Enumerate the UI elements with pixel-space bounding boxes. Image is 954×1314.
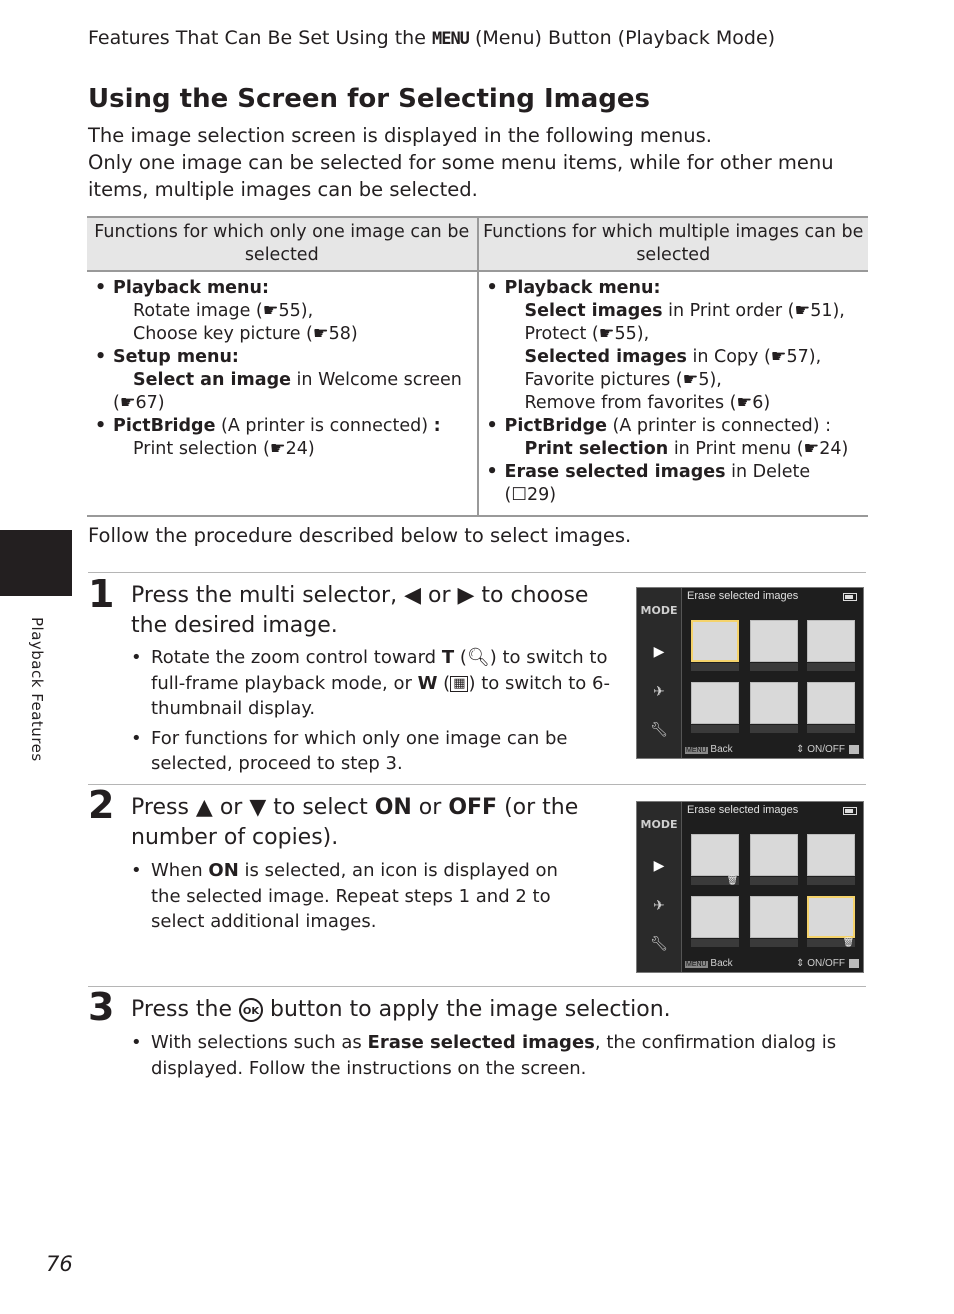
onoff-hint: ⇕ ON/OFF <box>796 744 845 755</box>
reference-icon: ☛ <box>598 324 615 344</box>
running-header <box>88 27 775 49</box>
down-arrow-icon: ▼ <box>249 795 267 820</box>
screen-sidebar <box>637 588 682 758</box>
reference-icon: ☛ <box>770 347 787 367</box>
step-divider <box>88 572 866 573</box>
col-header-multiple: Functions for which multiple images can be selected <box>478 217 869 271</box>
list-item: Select images in Print order (☛51), <box>524 301 845 321</box>
header-text-suffix: (Menu) Button (Playback Mode) <box>468 27 776 49</box>
list-item: • Playback menu: <box>485 277 863 300</box>
step-bullets <box>131 858 581 939</box>
col-header-single: Functions for which only one image can be selected <box>87 217 478 271</box>
reference-icon: ☛ <box>794 301 811 321</box>
thumbnail[interactable] <box>691 834 739 885</box>
playback-icon: ▶ <box>653 644 665 660</box>
battery-icon <box>843 807 857 815</box>
single-select-cell <box>87 271 478 516</box>
trash-icon: 🗑︎ <box>842 938 854 948</box>
intro-paragraph <box>88 122 878 203</box>
thumbnail[interactable] <box>691 896 739 947</box>
step-divider <box>88 784 866 785</box>
thumbnail[interactable] <box>807 834 855 885</box>
list-item: Print selection in Print menu (☛24) <box>524 439 849 459</box>
thumbnail[interactable] <box>691 682 739 733</box>
step-bullets <box>131 1030 871 1085</box>
list-item: Choose key picture (☛58) <box>133 324 358 344</box>
list-item: (☛67) <box>113 393 165 413</box>
section-title: Using the Screen for Selecting Images <box>88 84 650 114</box>
thumbnail[interactable] <box>750 896 798 947</box>
onoff-hint: ⇕ ON/OFF <box>796 958 845 969</box>
step-heading: Press the OK button to apply the image selection. <box>131 997 671 1022</box>
wrench-icon: 🔧︎ <box>650 722 668 738</box>
screen-title: Erase selected images <box>687 804 799 816</box>
zoom-icon <box>849 745 859 754</box>
reference-icon: ☛ <box>269 439 286 459</box>
battery-icon <box>843 593 857 601</box>
screen-footer <box>685 744 859 756</box>
trash-icon: 🗑︎ <box>726 876 738 886</box>
list-item: Protect (☛55), <box>524 324 650 344</box>
screen-footer <box>685 958 859 970</box>
step-number: 1 <box>88 572 115 616</box>
chapter-tab <box>0 530 72 596</box>
list-item: • With selections such as Erase selected images, the confirmation dialog is displayed. Follow the instructions on the screen. <box>131 1030 871 1081</box>
back-hint: MENU Back <box>686 744 733 755</box>
list-item: • PictBridge (A printer is connected) : <box>93 415 471 438</box>
list-item: Print selection (☛24) <box>133 439 315 459</box>
multi-select-cell <box>478 271 869 516</box>
list-item: • When ON is selected, an icon is displayed on the selected image. Repeat steps 1 and 2 to select additional images. <box>131 858 581 935</box>
list-item: Remove from favorites (☛6) <box>524 393 771 413</box>
reference-icon: ☛ <box>682 370 699 390</box>
book-reference-icon: ☐ <box>511 485 528 505</box>
step-number: 3 <box>88 985 115 1029</box>
magnify-icon: 🔍︎ <box>466 647 490 668</box>
list-item: Favorite pictures (☛5), <box>524 370 722 390</box>
reference-icon: ☛ <box>736 393 753 413</box>
page-number: 76 <box>46 1252 73 1276</box>
follow-procedure-text: Follow the procedure described below to select images. <box>88 524 632 547</box>
left-arrow-icon: ◀ <box>404 583 421 608</box>
setup-menu-label: Setup menu: <box>113 347 239 367</box>
zoom-icon <box>849 959 859 968</box>
reference-icon: ☛ <box>119 393 136 413</box>
thumbnail[interactable] <box>807 620 855 671</box>
screen-title: Erase selected images <box>687 590 799 602</box>
thumbnail-grid-icon: ▦ <box>450 676 468 692</box>
reference-icon: ☛ <box>262 301 279 321</box>
list-item: • PictBridge (A printer is connected) : <box>485 415 863 438</box>
step-heading: Press the multi selector, ◀ or ▶ to choose the desired image. <box>131 583 589 638</box>
mode-icon: MODE <box>640 604 678 617</box>
right-arrow-icon: ▶ <box>457 583 475 608</box>
mode-icon: MODE <box>640 818 678 831</box>
reference-icon: ☛ <box>803 439 820 459</box>
reference-icon: ☛ <box>312 324 329 344</box>
step-number: 2 <box>88 783 115 827</box>
camera-screen-1 <box>636 587 864 759</box>
thumbnail[interactable] <box>750 834 798 885</box>
up-arrow-icon: ▲ <box>195 795 213 820</box>
header-text: Features That Can Be Set Using the <box>88 27 432 49</box>
thumbnail[interactable] <box>750 620 798 671</box>
screen-sidebar <box>637 802 682 972</box>
thumbnail[interactable] <box>807 682 855 733</box>
list-item <box>93 277 471 300</box>
step-divider <box>88 986 866 987</box>
list-item: Selected images in Copy (☛57), <box>524 347 822 367</box>
menu-button-icon: MENU <box>431 29 469 49</box>
wireless-icon: ✈ <box>653 684 665 700</box>
list-item: • Rotate the zoom control toward T (🔍︎) to switch to full-frame playback mode, or W ( ▦ ) to switch to 6-thumbnail display. <box>131 645 626 722</box>
back-hint: MENU Back <box>686 958 733 969</box>
thumbnail[interactable] <box>807 896 855 947</box>
list-item: Rotate image (☛55), <box>133 301 314 321</box>
playback-menu-label: Playback menu: <box>113 278 269 298</box>
intro-line-2: Only one image can be selected for some menu items, while for other menu items, multiple images can be selected. <box>88 151 834 201</box>
list-item: • For functions for which only one image can be selected, proceed to step 3. <box>131 726 626 777</box>
list-item <box>93 346 471 369</box>
functions-table <box>87 216 868 517</box>
thumbnail[interactable] <box>691 620 739 671</box>
thumbnail[interactable] <box>750 682 798 733</box>
step-heading: Press ▲ or ▼ to select ON or OFF (or the number of copies). <box>131 795 579 850</box>
camera-screen-2 <box>636 801 864 973</box>
intro-line-1: The image selection screen is displayed in the following menus. <box>88 124 712 147</box>
ok-button-icon: OK <box>239 998 263 1022</box>
list-item: Select an image in Welcome screen <box>133 370 462 390</box>
playback-icon: ▶ <box>653 858 665 874</box>
list-item: • Erase selected images in Delete (☐29) <box>485 461 863 507</box>
step-bullets <box>131 645 626 781</box>
wireless-icon: ✈ <box>653 898 665 914</box>
wrench-icon: 🔧︎ <box>650 936 668 952</box>
chapter-tab-label: Playback Features <box>28 617 46 762</box>
